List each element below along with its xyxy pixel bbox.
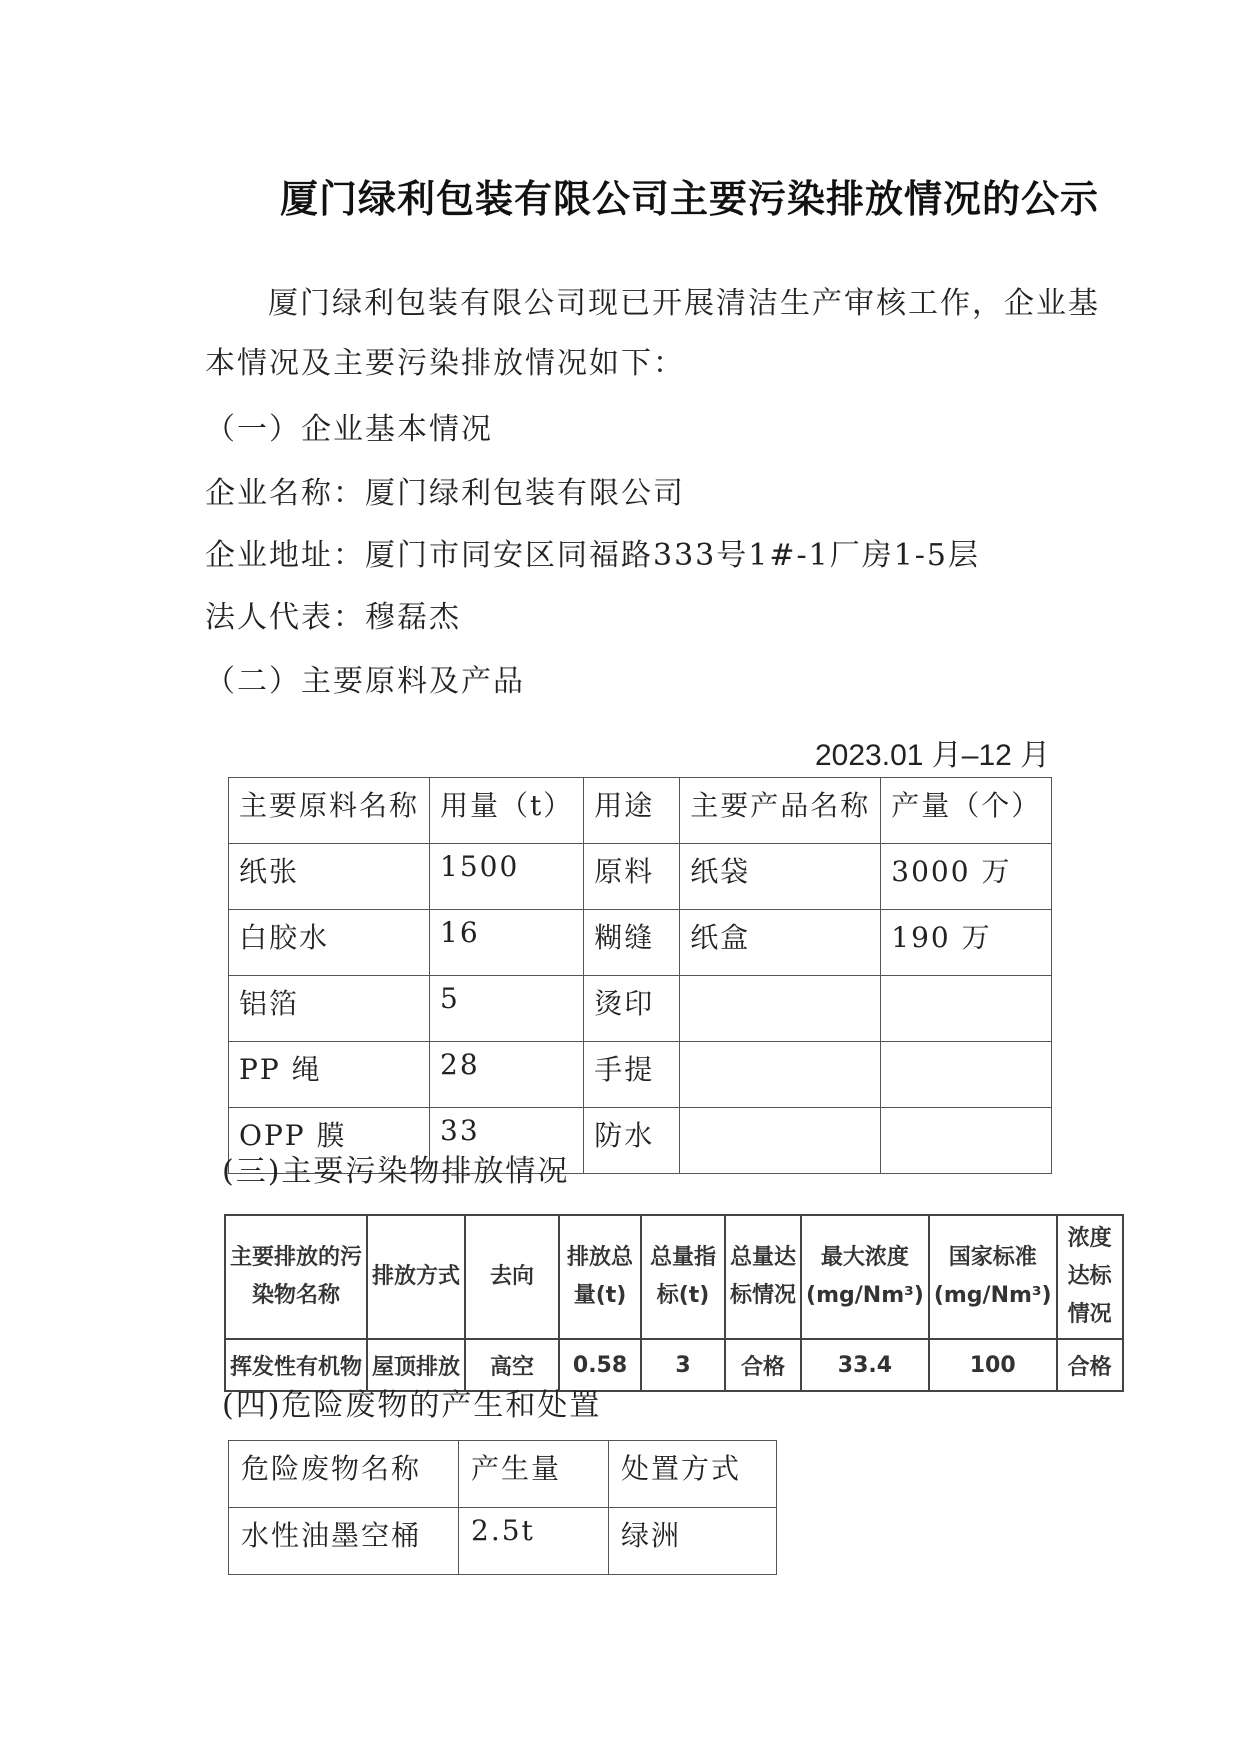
company-name-value: 厦门绿利包装有限公司 (365, 476, 685, 511)
table-cell: 28 (430, 1042, 584, 1108)
table-cell: 水性油墨空桶 (229, 1508, 459, 1575)
table-cell: 190 万 (881, 910, 1052, 976)
reporting-period: 2023.01 月–12 月 (815, 739, 1051, 772)
table-cell: 防水 (584, 1108, 680, 1174)
table-cell: 高空 (465, 1339, 559, 1391)
table-header-row (225, 1215, 1123, 1339)
table-cell: 16 (430, 910, 584, 976)
emissions-table (224, 1214, 1124, 1392)
table-cell: 5 (430, 976, 584, 1042)
table-cell (881, 976, 1052, 1042)
table-header-cell: 主要产品名称 (680, 778, 881, 844)
table-cell: 纸盒 (680, 910, 881, 976)
table-cell: 合格 (1057, 1339, 1123, 1391)
table-cell: 1500 (430, 844, 584, 910)
table-cell: 0.58 (559, 1339, 641, 1391)
table-cell: 白胶水 (229, 910, 430, 976)
legal-rep-label: 法人代表： (205, 600, 365, 635)
table-cell: 铝箔 (229, 976, 430, 1042)
table-header-cell: 产生量 (459, 1441, 609, 1508)
table-header-cell: 主要排放的污染物名称 (225, 1215, 367, 1339)
table-cell: 合格 (725, 1339, 801, 1391)
section-heading-hazardous-waste: (四)危险废物的产生和处置 (222, 1388, 602, 1423)
section-heading-basic-info: （一）企业基本情况 (205, 412, 493, 447)
table-cell: 33 (430, 1108, 584, 1174)
table-cell: 糊缝 (584, 910, 680, 976)
table-header-cell: 国家标准(mg/Nm³) (929, 1215, 1057, 1339)
intro-paragraph-line-2: 本情况及主要污染排放情况如下： (205, 346, 685, 381)
table-cell (680, 976, 881, 1042)
table-cell: 绿洲 (609, 1508, 777, 1575)
section-heading-materials: （二）主要原料及产品 (205, 664, 525, 699)
table-header-cell: 危险废物名称 (229, 1441, 459, 1508)
intro-paragraph-line-1: 厦门绿利包装有限公司现已开展清洁生产审核工作，企业基 (268, 286, 1100, 321)
table-cell (680, 1108, 881, 1174)
legal-rep-line (205, 592, 461, 636)
table-header-cell: 浓度达标情况 (1057, 1215, 1123, 1339)
table-header-cell: 最大浓度(mg/Nm³) (801, 1215, 929, 1339)
company-address-line (205, 530, 980, 574)
table-cell: OPP 膜 (229, 1108, 430, 1174)
table-header-row (229, 778, 1052, 844)
table-cell: 2.5t (459, 1508, 609, 1575)
table-header-cell: 用途 (584, 778, 680, 844)
table-cell (881, 1108, 1052, 1174)
table-cell: 3 (641, 1339, 725, 1391)
table-cell: 屋顶排放 (367, 1339, 465, 1391)
table-row (229, 844, 1052, 910)
document-title: 厦门绿利包装有限公司主要污染排放情况的公示 (280, 177, 1100, 221)
table-row (229, 910, 1052, 976)
table-row (229, 1042, 1052, 1108)
materials-table (228, 777, 1052, 1174)
company-address-value: 厦门市同安区同福路333号1#-1厂房1-5层 (365, 538, 981, 573)
table-cell: 原料 (584, 844, 680, 910)
table-row (229, 1508, 777, 1575)
table-header-cell: 用量（t） (430, 778, 584, 844)
table-header-row (229, 1441, 777, 1508)
table-cell: 33.4 (801, 1339, 929, 1391)
legal-rep-value: 穆磊杰 (365, 600, 461, 635)
company-name-label: 企业名称： (205, 476, 365, 511)
table-cell: 烫印 (584, 976, 680, 1042)
table-header-cell: 去向 (465, 1215, 559, 1339)
table-header-cell: 主要原料名称 (229, 778, 430, 844)
table-header-cell: 产量（个） (881, 778, 1052, 844)
table-cell: 手提 (584, 1042, 680, 1108)
table-cell: PP 绳 (229, 1042, 430, 1108)
table-cell: 挥发性有机物 (225, 1339, 367, 1391)
section-heading-emissions: (三)主要污染物排放情况 (222, 1154, 570, 1189)
table-cell: 3000 万 (881, 844, 1052, 910)
table-header-cell: 排放总量(t) (559, 1215, 641, 1339)
table-row (229, 976, 1052, 1042)
company-address-label: 企业地址： (205, 538, 365, 573)
table-cell: 100 (929, 1339, 1057, 1391)
table-header-cell: 总量达标情况 (725, 1215, 801, 1339)
table-cell: 纸袋 (680, 844, 881, 910)
company-name-line (205, 468, 685, 512)
hazardous-waste-table (228, 1440, 777, 1575)
table-header-cell: 排放方式 (367, 1215, 465, 1339)
table-cell (680, 1042, 881, 1108)
table-cell (881, 1042, 1052, 1108)
table-header-cell: 处置方式 (609, 1441, 777, 1508)
table-header-cell: 总量指标(t) (641, 1215, 725, 1339)
table-cell: 纸张 (229, 844, 430, 910)
